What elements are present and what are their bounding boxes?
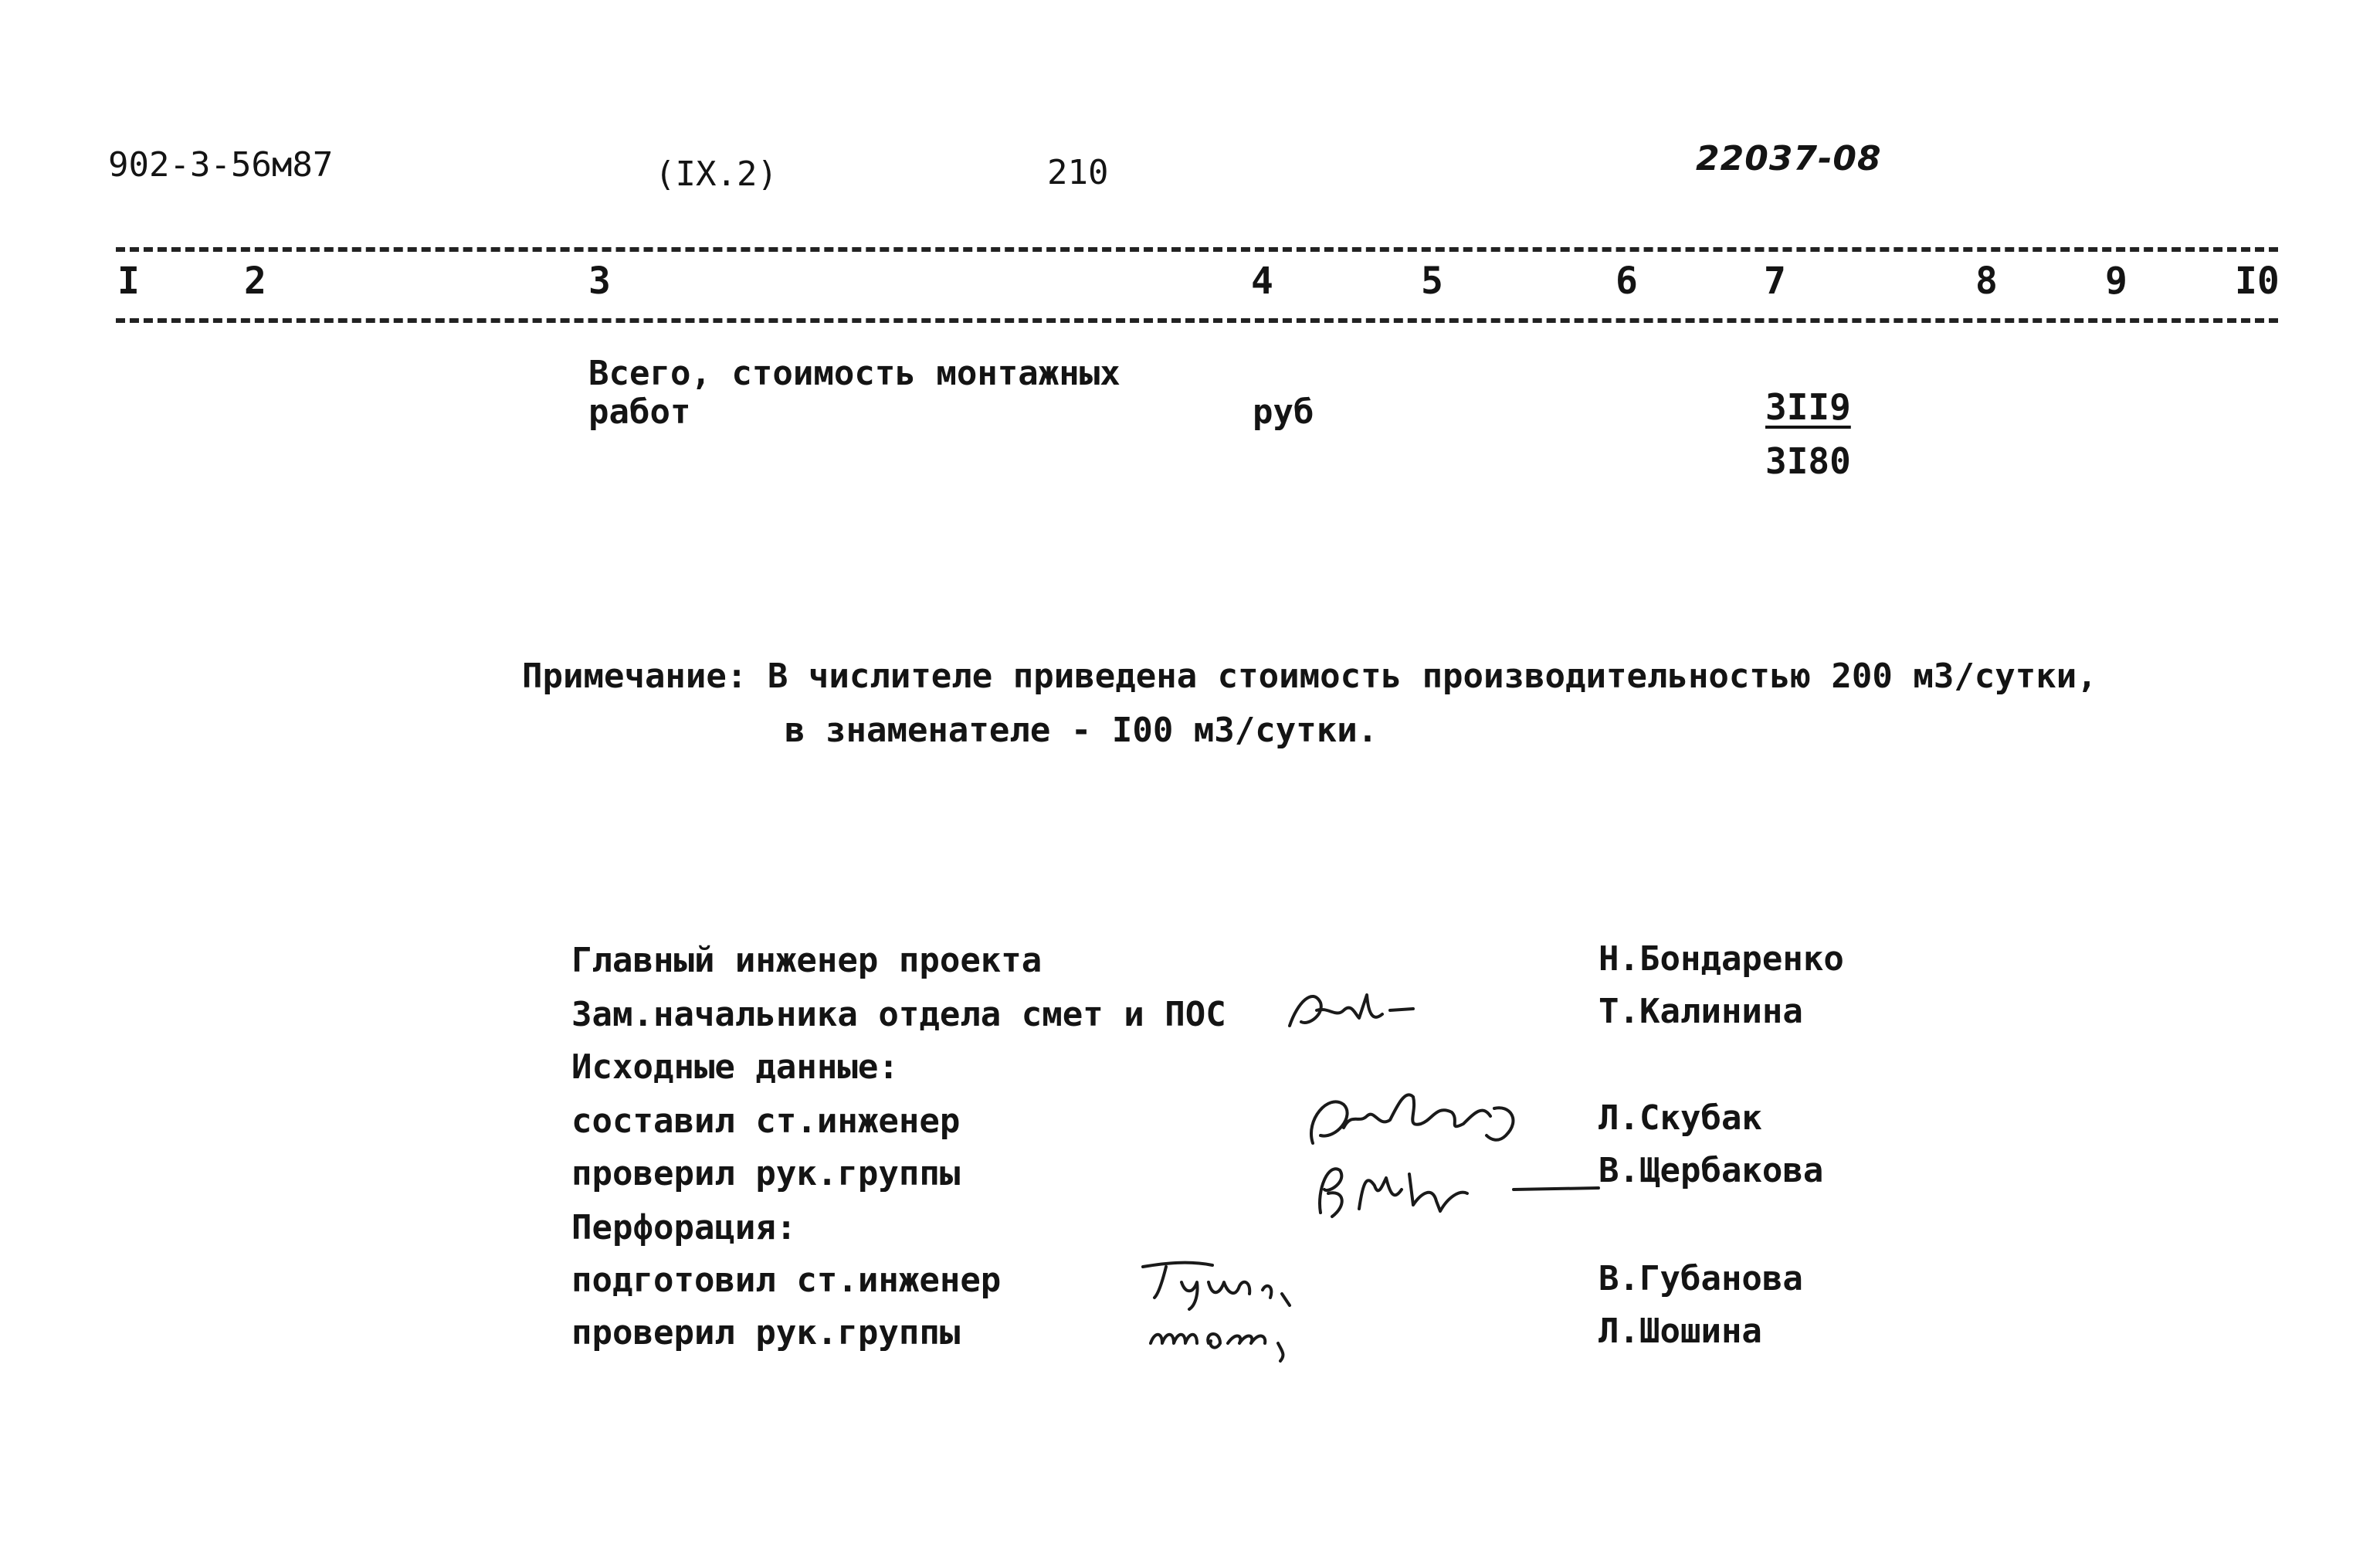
value-denominator: 3I80: [1765, 440, 1851, 482]
signature-section-heading: Перфорация:: [571, 1208, 797, 1247]
column-number: 3: [588, 260, 611, 303]
signature-section-heading: Исходные данные:: [571, 1047, 899, 1087]
column-number: 8: [1975, 260, 1998, 303]
signature-name: В.Губанова: [1599, 1259, 1803, 1298]
signature-role: Зам.начальника отдела смет и ПОС: [571, 995, 1226, 1034]
column-number: 2: [244, 260, 266, 303]
handwritten-signature-gubanova: [1135, 1251, 1305, 1313]
handwritten-signature-shoshina: [1143, 1308, 1328, 1363]
column-number: 5: [1421, 260, 1443, 303]
signature-name: Н.Бондаренко: [1599, 939, 1844, 979]
signature-role: Главный инженер проекта: [571, 941, 1043, 980]
handwritten-signature-skubak: [1297, 1081, 1537, 1159]
archive-number: 22037-08: [1696, 139, 1882, 178]
note-line1: Примечание: В числителе приведена стоимость производительностью 200 м3/сутки,: [522, 657, 2097, 696]
signature-role: проверил рук.группы: [571, 1154, 961, 1193]
signature-name: Л.Скубак: [1599, 1098, 1762, 1138]
signature-role: подготовил ст.инженер: [571, 1261, 1002, 1300]
column-number: I: [117, 260, 140, 303]
signature-name: В.Щербакова: [1599, 1151, 1824, 1190]
table-header-rule: [116, 318, 2278, 323]
handwritten-signature-shcherbakova: [1305, 1151, 1614, 1228]
document-code: 902-3-56м87: [108, 145, 334, 185]
signature-role: составил ст.инженер: [571, 1101, 961, 1141]
value-numerator: 3II9: [1765, 386, 1851, 428]
signature-name: Л.Шошина: [1599, 1312, 1762, 1351]
column-number: 9: [2105, 260, 2127, 303]
row-description-line1: Всего, стоимость монтажных: [588, 354, 1120, 393]
column-number: 6: [1615, 260, 1638, 303]
section-code: (IX.2): [655, 154, 778, 194]
signature-role: проверил рук.группы: [571, 1313, 961, 1352]
row-unit: руб: [1253, 392, 1314, 432]
handwritten-signature-kalinina: [1282, 979, 1421, 1041]
note-line2: в знаменателе - I00 м3/сутки.: [785, 711, 1378, 750]
column-number: 7: [1764, 260, 1786, 303]
signature-name: Т.Калинина: [1599, 992, 1803, 1031]
column-number: 4: [1251, 260, 1273, 303]
page-number: 210: [1047, 153, 1109, 192]
row-description-line2: работ: [588, 392, 691, 432]
column-number: I0: [2235, 260, 2280, 303]
table-top-rule: [116, 247, 2278, 252]
